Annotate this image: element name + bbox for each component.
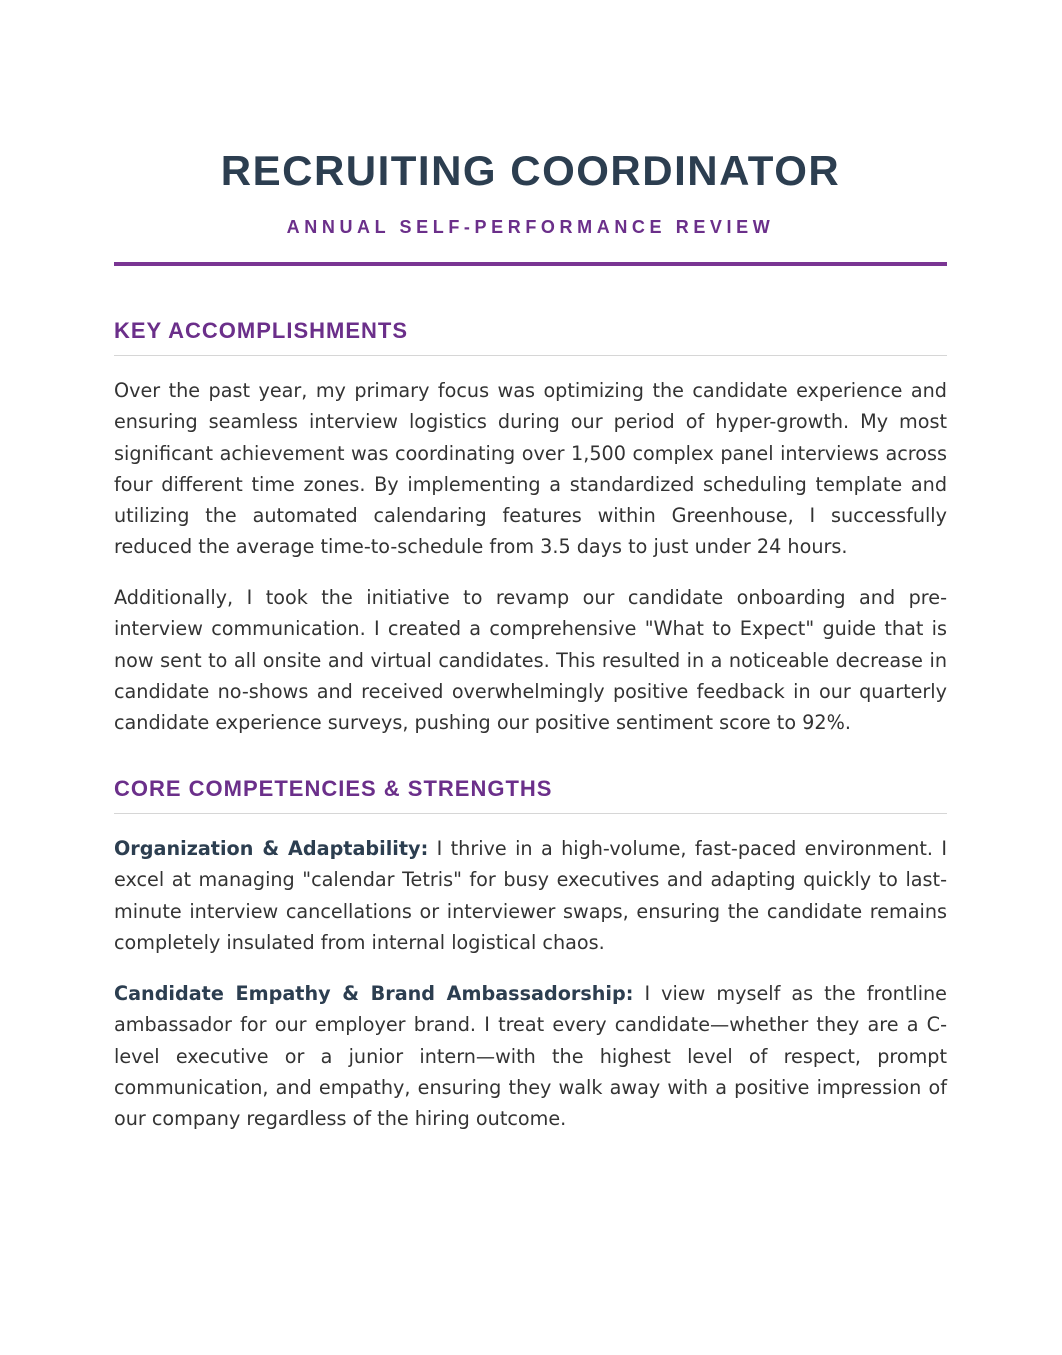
header-divider bbox=[114, 262, 947, 266]
document-title: RECRUITING COORDINATOR bbox=[220, 147, 841, 194]
competency-organization-paragraph bbox=[114, 833, 947, 958]
competency-empathy-text: I view myself as the frontline ambassador for our employer brand. I treat every candidate—whether they are a C-level executive or a junior intern—with the highest level of respect, prompt communication, and empathy, ensuring they walk away with a positive impression of our company regardless of the hiring outcome. bbox=[114, 982, 947, 1131]
accomplishments-paragraph-2: Additionally, I took the initiative to revamp our candidate onboarding and pre-interview communication. I created a comprehensive "What to Expect" guide that is now sent to all onsite and virtual candidates. This resulted in a noticeable decrease in candidate no-shows and received overwhelmingly positive feedback in our quarterly candidate experience surveys, pushing our positive sentiment score to 92%. bbox=[114, 586, 947, 735]
competency-organization-text: I thrive in a high-volume, fast-paced environment. I excel at managing "calendar Tetris" for busy executives and adapting quickly to last-minute interview cancellations or interviewer swaps, ensuring the candidate remains completely insulated from internal logistical chaos. bbox=[114, 837, 947, 954]
accomplishments-paragraph-1: Over the past year, my primary focus was optimizing the candidate experience and ensuring seamless interview logistics during our period of hyper-growth. My most significant achievement was coordinating over 1,500 complex panel interviews across four different time zones. By implementing a standardized scheduling template and utilizing the automated calendaring features within Greenhouse, I successfully reduced the average time-to-schedule from 3.5 days to just under 24 hours. bbox=[114, 379, 947, 559]
section-heading-key-accomplishments: KEY ACCOMPLISHMENTS bbox=[114, 318, 947, 356]
competency-empathy-label: Candidate Empathy & Brand Ambassadorship: bbox=[114, 982, 634, 1005]
competency-organization-label: Organization & Adaptability: bbox=[114, 837, 429, 860]
document-subtitle: ANNUAL SELF-PERFORMANCE REVIEW bbox=[286, 217, 775, 237]
competency-empathy-paragraph bbox=[114, 978, 947, 1134]
section-heading-core-competencies: CORE COMPETENCIES & STRENGTHS bbox=[114, 776, 947, 814]
